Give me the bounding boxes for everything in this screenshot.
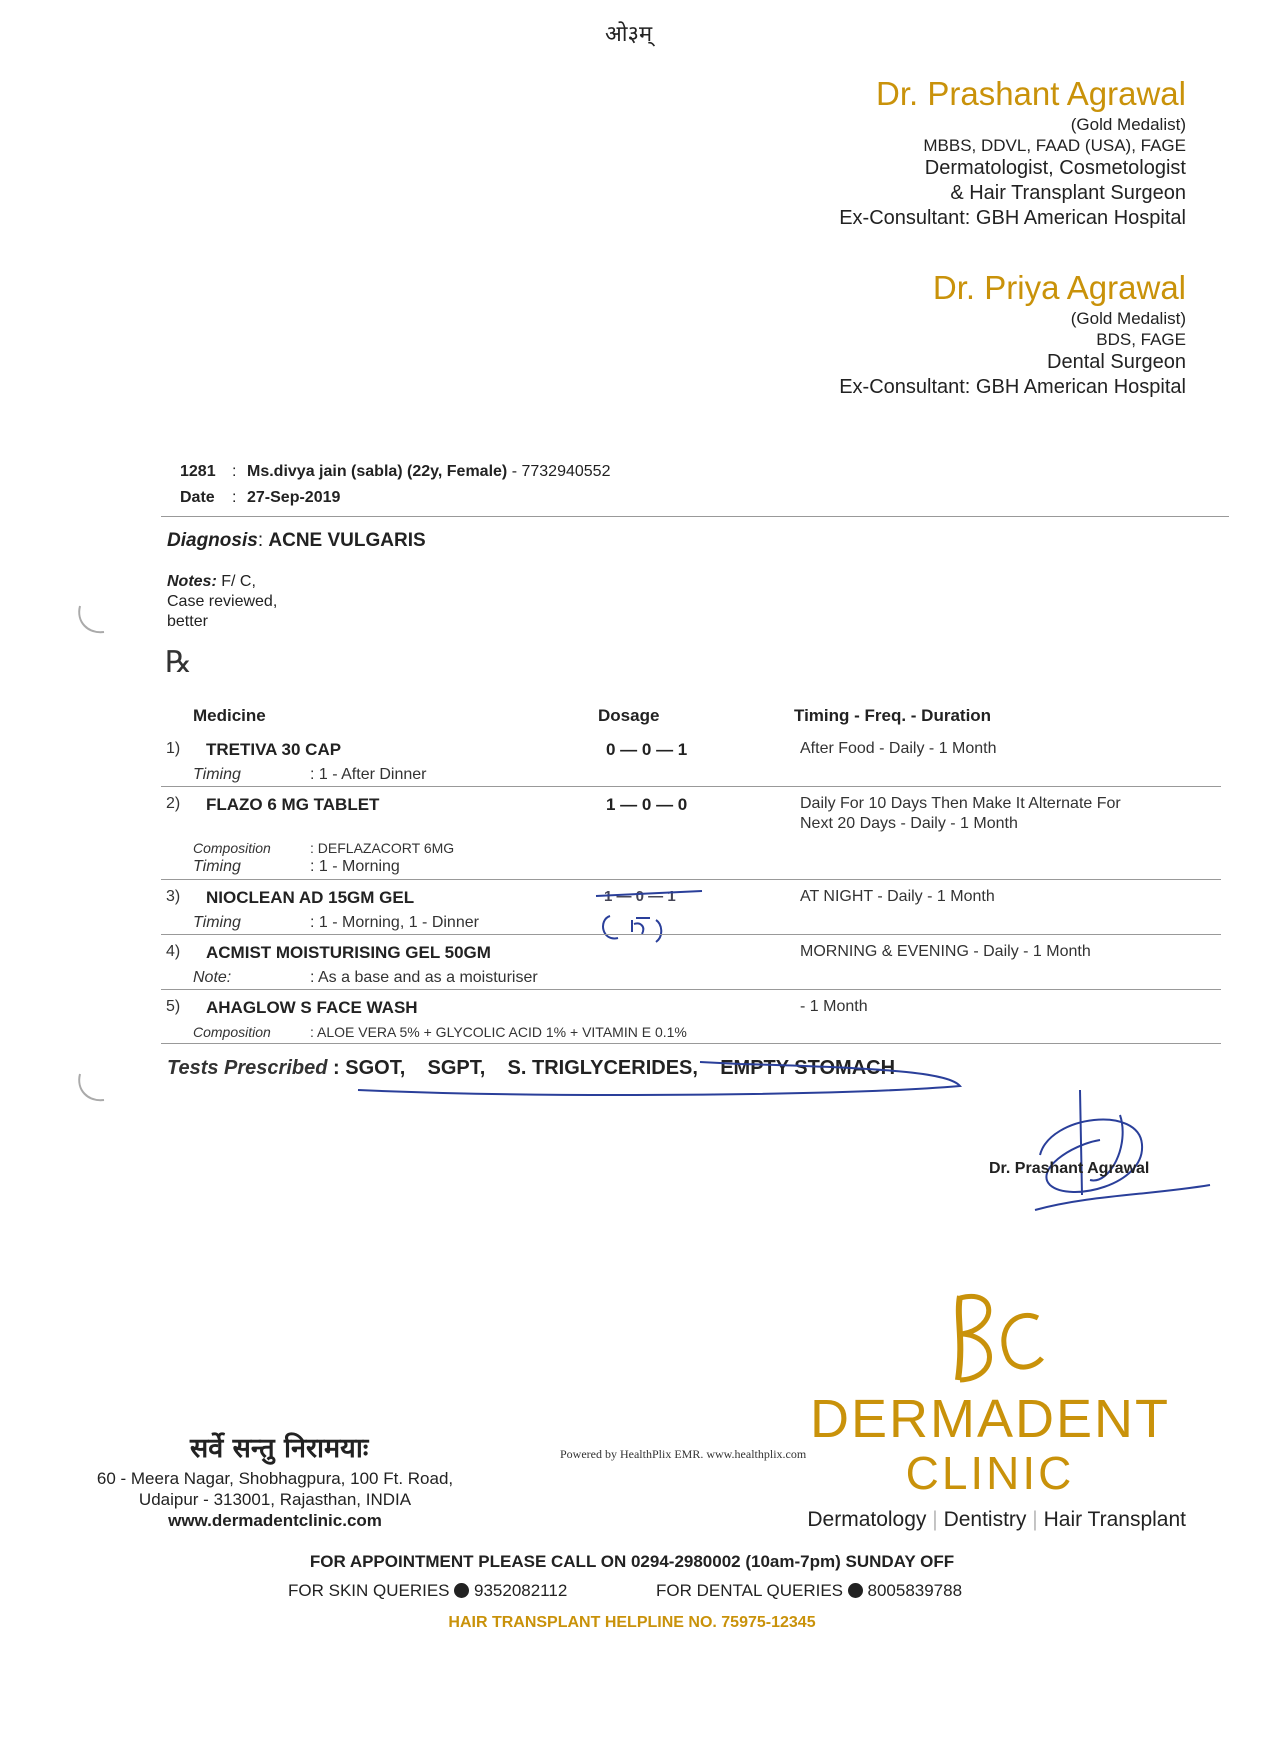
clinic-logo-icon bbox=[938, 1288, 1048, 1388]
row2-timing-line2: Next 20 Days - Daily - 1 Month bbox=[800, 815, 1018, 832]
row2-timing-line1: Daily For 10 Days Then Make It Alternate For bbox=[800, 795, 1121, 812]
dosage-strike-ink bbox=[590, 880, 710, 960]
patient-sep2: : bbox=[232, 489, 237, 506]
row5-detail-label: Composition bbox=[193, 1024, 271, 1040]
test-triglycerides: S. TRIGLYCERIDES, bbox=[507, 1057, 698, 1079]
whatsapp-icon bbox=[454, 1583, 469, 1598]
address-line2: Udaipur - 313001, Rajasthan, INDIA bbox=[138, 1490, 412, 1509]
notes-line1: F/ C, bbox=[221, 573, 256, 590]
row4-detail-value: : As a base and as a moisturiser bbox=[310, 969, 538, 986]
test-sgot: SGOT, bbox=[345, 1057, 406, 1079]
row3-medicine: NIOCLEAN AD 15GM GEL bbox=[206, 888, 415, 907]
clinic-name1: DERMADENT bbox=[809, 1389, 1170, 1449]
signature-name: Dr. Prashant Agrawal bbox=[989, 1160, 1150, 1177]
patient-id: 1281 bbox=[180, 463, 216, 480]
skin-queries-label: FOR SKIN QUERIES bbox=[288, 1581, 450, 1600]
row1-detail-label: Timing bbox=[193, 766, 241, 783]
row4-medicine: ACMIST MOISTURISING GEL 50GM bbox=[206, 943, 491, 962]
header-medicine: Medicine bbox=[193, 706, 266, 725]
patient-sep1: : bbox=[232, 463, 237, 480]
tests-label: Tests Prescribed bbox=[167, 1057, 328, 1079]
sanskrit-motto: सर्वे सन्तु निरामयाः bbox=[190, 1433, 369, 1464]
signature-ink bbox=[1030, 1085, 1220, 1225]
service-divider: | bbox=[1032, 1508, 1038, 1531]
notes-line2: Case reviewed, bbox=[167, 593, 278, 610]
date-label: Date bbox=[180, 489, 215, 506]
diagnosis-colon: : bbox=[257, 530, 264, 551]
row5-detail-value: : ALOE VERA 5% + GLYCOLIC ACID 1% + VITAMIN E 0.1% bbox=[310, 1024, 687, 1040]
clinic-website: www.dermadentclinic.com bbox=[168, 1511, 382, 1530]
helpline: HAIR TRANSPLANT HELPLINE NO. 75975-12345 bbox=[448, 1614, 816, 1631]
tests-colon: : bbox=[333, 1057, 340, 1079]
row3-handwritten bbox=[648, 914, 649, 915]
row5-medicine: AHAGLOW S FACE WASH bbox=[206, 998, 418, 1017]
punch-hole-mark bbox=[74, 1070, 110, 1106]
notes-line3: better bbox=[167, 613, 208, 630]
doctor2-ex: Ex-Consultant: GBH American Hospital bbox=[839, 376, 1186, 398]
row2-detail2-value: : 1 - Morning bbox=[310, 858, 400, 875]
clinic-services bbox=[807, 1508, 1186, 1532]
service-hair-transplant: Hair Transplant bbox=[1043, 1508, 1186, 1531]
divider bbox=[161, 516, 1229, 517]
diagnosis-label: Diagnosis bbox=[167, 530, 258, 551]
doctor2-award: (Gold Medalist) bbox=[1070, 309, 1186, 328]
row2-detail1-value: : DEFLAZACORT 6MG bbox=[310, 840, 455, 856]
row2-detail2-label: Timing bbox=[193, 858, 241, 875]
test-empty-stomach: EMPTY STOMACH bbox=[720, 1057, 896, 1079]
diagnosis-value: ACNE VULGARIS bbox=[268, 530, 426, 551]
appointment-line: FOR APPOINTMENT PLEASE CALL ON 0294-2980002 (10am-7pm) SUNDAY OFF bbox=[309, 1552, 955, 1571]
dental-queries bbox=[656, 1581, 962, 1601]
patient-phone: - 7732940552 bbox=[511, 463, 611, 480]
header-dosage: Dosage bbox=[598, 706, 660, 725]
row4-num: 4) bbox=[166, 943, 181, 960]
doctor1-specialty2: & Hair Transplant Surgeon bbox=[950, 182, 1186, 204]
punch-hole-mark bbox=[74, 602, 110, 638]
header-timing: Timing - Freq. - Duration bbox=[794, 706, 992, 725]
diagnosis bbox=[167, 530, 426, 552]
skin-queries-phone: 9352082112 bbox=[474, 1581, 568, 1600]
patient-date: 27-Sep-2019 bbox=[247, 489, 341, 506]
row1-timing: After Food - Daily - 1 Month bbox=[800, 740, 997, 757]
row3-detail-value: : 1 - Morning, 1 - Dinner bbox=[310, 914, 479, 931]
row1-medicine: TRETIVA 30 CAP bbox=[206, 740, 342, 759]
doctor2-degrees: BDS, FAGE bbox=[1096, 330, 1186, 349]
row4-detail-label: Note: bbox=[193, 969, 232, 986]
doctor1-block bbox=[586, 74, 1186, 231]
row3-timing: AT NIGHT - Daily - 1 Month bbox=[800, 888, 995, 905]
whatsapp-icon bbox=[848, 1583, 863, 1598]
doctor1-ex: Ex-Consultant: GBH American Hospital bbox=[839, 207, 1186, 229]
row1-dosage: 0 — 0 — 1 bbox=[606, 740, 688, 759]
row4-timing: MORNING & EVENING - Daily - 1 Month bbox=[800, 943, 1091, 960]
address-block bbox=[60, 1468, 490, 1531]
test-sgpt: SGPT, bbox=[427, 1057, 486, 1079]
service-divider: | bbox=[932, 1508, 938, 1531]
row2-num: 2) bbox=[166, 795, 181, 812]
row-divider bbox=[161, 989, 1221, 990]
row1-num: 1) bbox=[166, 740, 181, 757]
notes-label: Notes: bbox=[167, 573, 217, 590]
row5-timing: - 1 Month bbox=[800, 998, 868, 1015]
clinic-name2: CLINIC bbox=[905, 1447, 1075, 1499]
row3-detail-label: Timing bbox=[193, 914, 241, 931]
row3-dosage: 1 — 0 — 1 bbox=[604, 888, 676, 905]
row5-num: 5) bbox=[166, 998, 181, 1015]
doctor1-specialty1: Dermatologist, Cosmetologist bbox=[924, 157, 1186, 179]
doctor1-award: (Gold Medalist) bbox=[1070, 115, 1186, 134]
service-dermatology: Dermatology bbox=[807, 1508, 927, 1531]
row-divider bbox=[161, 934, 1221, 935]
patient-info bbox=[247, 463, 610, 481]
address-line1: 60 - Meera Nagar, Shobhagpura, 100 Ft. Road, bbox=[96, 1469, 454, 1488]
row2-medicine: FLAZO 6 MG TABLET bbox=[206, 795, 380, 814]
doctor2-name: Dr. Priya Agrawal bbox=[932, 269, 1186, 306]
row2-detail1-label: Composition bbox=[193, 840, 271, 856]
dental-queries-label: FOR DENTAL QUERIES bbox=[656, 1581, 844, 1600]
skin-queries bbox=[288, 1581, 567, 1601]
powered-by: Powered by HealthPlix EMR. www.healthplix.com bbox=[560, 1447, 807, 1461]
row-divider bbox=[161, 1043, 1221, 1044]
doctor2-specialty: Dental Surgeon bbox=[1047, 351, 1186, 373]
tests-underline-ink bbox=[340, 1050, 970, 1105]
top-mark: ओ३म् bbox=[605, 22, 653, 47]
dental-queries-phone: 8005839788 bbox=[867, 1581, 963, 1600]
patient-name: Ms.divya jain (sabla) (22y, Female) bbox=[247, 463, 508, 480]
doctor2-block bbox=[586, 268, 1186, 400]
row1-detail-value: : 1 - After Dinner bbox=[310, 766, 427, 783]
row2-dosage: 1 — 0 — 0 bbox=[606, 795, 688, 814]
row-divider bbox=[161, 786, 1221, 787]
rx-symbol: ℞ bbox=[165, 645, 192, 680]
row3-num: 3) bbox=[166, 888, 181, 905]
notes bbox=[167, 572, 277, 632]
doctor1-degrees: MBBS, DDVL, FAAD (USA), FAGE bbox=[923, 136, 1186, 155]
service-dentistry: Dentistry bbox=[943, 1508, 1027, 1531]
doctor1-name: Dr. Prashant Agrawal bbox=[876, 75, 1186, 112]
